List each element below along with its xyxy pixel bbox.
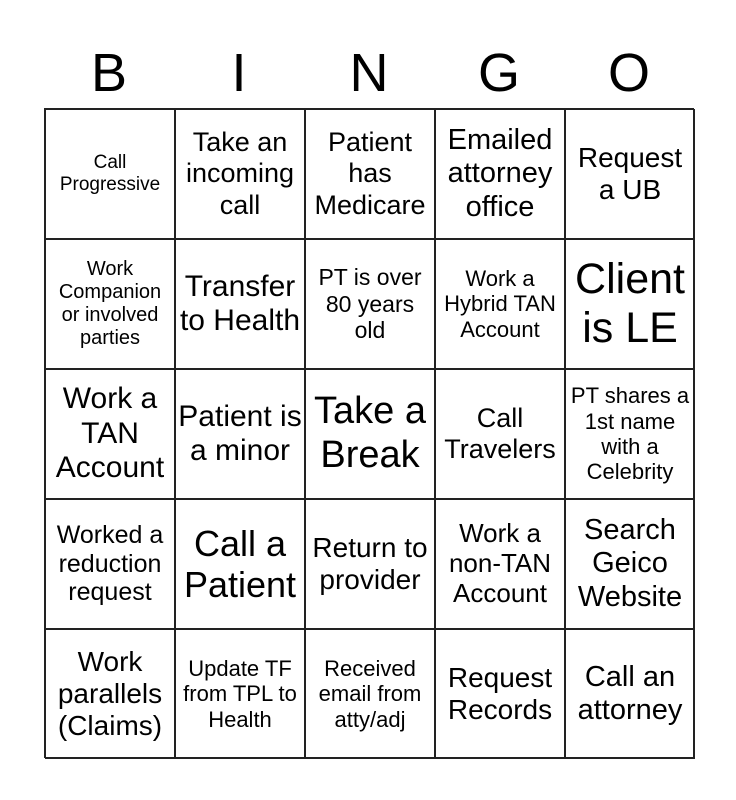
bingo-cell-text: Client is LE	[575, 254, 685, 352]
bingo-cell[interactable]	[305, 629, 435, 759]
bingo-cell[interactable]	[565, 629, 695, 759]
header-letter-i: I	[231, 43, 247, 103]
bingo-cell-text: Update TF from TPL to Health	[183, 656, 297, 732]
bingo-cell[interactable]	[175, 239, 305, 369]
bingo-cell-text: Take a Break	[314, 390, 426, 476]
bingo-cell-text: PT is over 80 years old	[318, 264, 422, 344]
bingo-cell-text: Call Progressive	[59, 152, 161, 195]
bingo-cell-text: Work a Hybrid TAN Account	[444, 266, 556, 342]
bingo-cell-text: Work a non-TAN Account	[448, 518, 552, 608]
bingo-cell[interactable]	[435, 369, 565, 499]
bingo-cell-text: Request a UB	[577, 141, 683, 205]
bingo-cell[interactable]	[435, 109, 565, 239]
bingo-cell-text: Call an attorney	[577, 660, 683, 726]
bingo-cell-text: Received email from atty/adj	[318, 656, 422, 732]
bingo-cell-text: Call Travelers	[444, 402, 556, 464]
bingo-cell[interactable]	[305, 239, 435, 369]
bingo-cell-text: Worked a reduction request	[56, 520, 164, 607]
bingo-cell-text: Work Companion or involved parties	[58, 258, 162, 349]
bingo-cell[interactable]	[565, 109, 695, 239]
bingo-cell[interactable]	[565, 239, 695, 369]
bingo-cell[interactable]	[175, 109, 305, 239]
bingo-cell[interactable]	[305, 109, 435, 239]
bingo-cell-text: Work a TAN Account	[55, 382, 165, 485]
bingo-cell-text: PT shares a 1st name with a Celebrity	[570, 383, 690, 485]
bingo-cell[interactable]	[45, 369, 175, 499]
bingo-cell[interactable]	[565, 499, 695, 629]
bingo-cell[interactable]	[175, 499, 305, 629]
bingo-cell-text: Take an incoming call	[185, 127, 295, 220]
bingo-cell-text: Work parallels (Claims)	[57, 645, 163, 742]
bingo-card-grid	[44, 108, 694, 758]
bingo-cell[interactable]	[565, 369, 695, 499]
bingo-cell[interactable]	[305, 369, 435, 499]
bingo-cell-text: Patient has Medicare	[314, 127, 426, 220]
bingo-cell-text: Search Geico Website	[577, 513, 683, 613]
bingo-cell-text: Transfer to Health	[179, 269, 301, 337]
bingo-cell-text: Return to provider	[312, 531, 428, 595]
header-letter-b: B	[90, 43, 128, 103]
bingo-cell[interactable]	[175, 629, 305, 759]
bingo-cell[interactable]	[45, 239, 175, 369]
bingo-cell[interactable]	[45, 109, 175, 239]
header-letter-o: O	[607, 43, 650, 103]
bingo-cell[interactable]	[45, 499, 175, 629]
bingo-cell[interactable]	[305, 499, 435, 629]
bingo-header	[44, 38, 694, 108]
bingo-cell-text: Call a Patient	[183, 522, 297, 605]
bingo-cell[interactable]	[435, 239, 565, 369]
bingo-cell[interactable]	[435, 499, 565, 629]
bingo-cell-text: Patient is a minor	[178, 399, 302, 467]
bingo-cell[interactable]	[175, 369, 305, 499]
header-letter-n: N	[349, 43, 389, 103]
bingo-cell-text: Request Records	[447, 661, 553, 725]
bingo-cell[interactable]	[45, 629, 175, 759]
bingo-cell-text: Emailed attorney office	[447, 123, 553, 223]
bingo-cell[interactable]	[435, 629, 565, 759]
header-letter-g: G	[477, 43, 520, 103]
